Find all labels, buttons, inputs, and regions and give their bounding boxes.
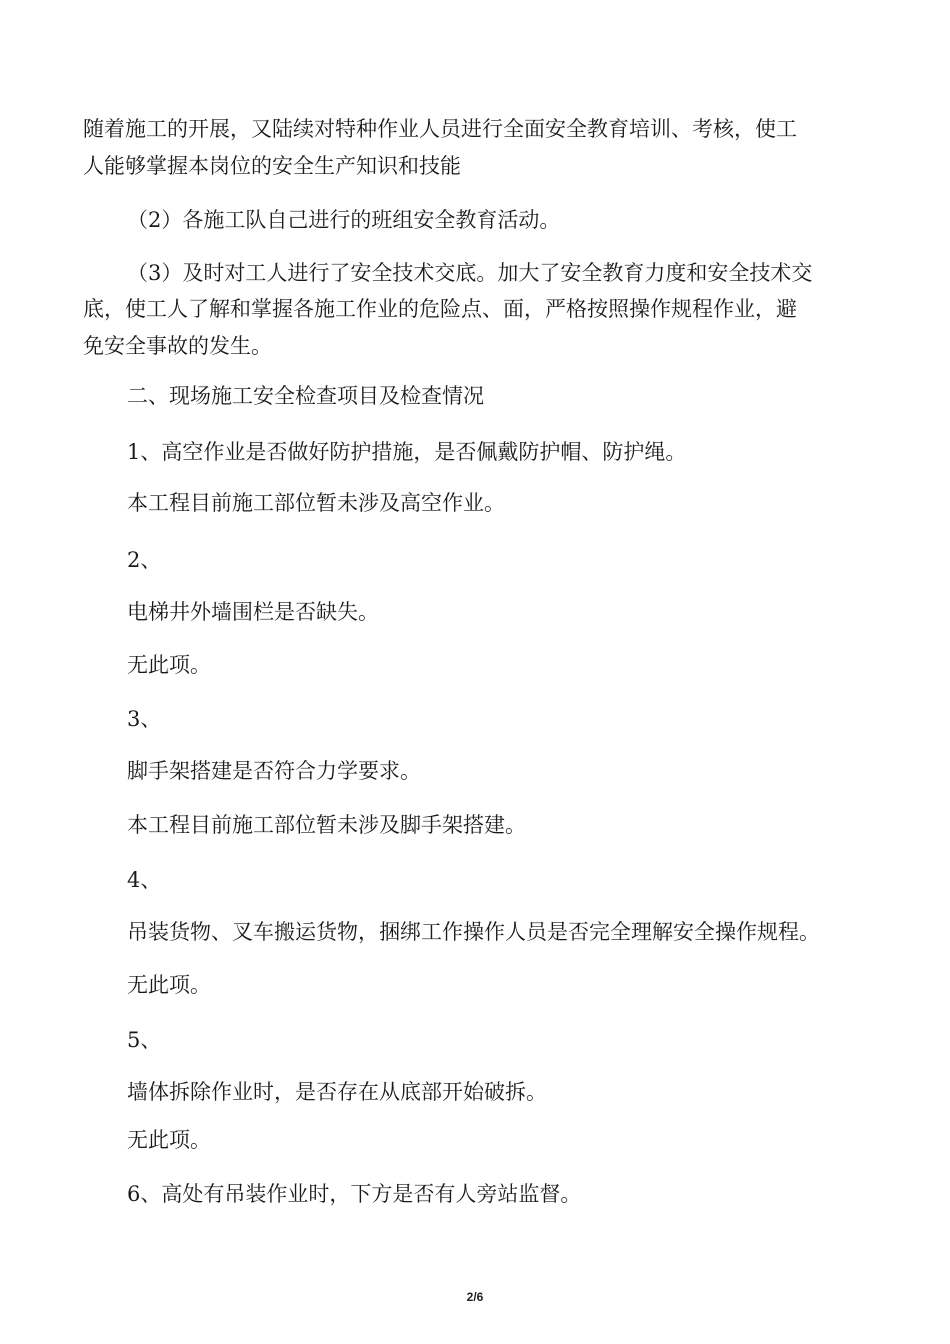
check-item-3: [127, 753, 421, 790]
text-line: 本工程目前施工部位暂未涉及脚手架搭建。: [127, 813, 526, 837]
check-item-2-number: [127, 542, 161, 579]
check-result-5: [127, 1122, 211, 1159]
page-number: 2/6: [466, 1290, 484, 1304]
text-line: （3）及时对工人进行了安全技术交底。加大了安全教育力度和安全技术交: [127, 261, 813, 285]
paragraph-item-2: [127, 202, 560, 239]
check-item-4-number: [127, 862, 161, 899]
check-result-2: [127, 647, 211, 684]
text-line: 5、: [127, 1028, 162, 1052]
text-line: 电梯井外墙围栏是否缺失。: [127, 600, 379, 624]
paragraph-item-3: [127, 255, 812, 292]
text-line: 无此项。: [127, 973, 211, 997]
text-line: 脚手架搭建是否符合力学要求。: [127, 759, 421, 783]
check-result-3: [127, 807, 526, 844]
text-line: 无此项。: [127, 653, 211, 677]
text-line: 底，使工人了解和掌握各施工作业的危险点、面，严格按照操作规程作业，避: [83, 297, 797, 321]
check-item-5-number: [127, 1022, 161, 1059]
text-line: 6、高处有吊装作业时，下方是否有人旁站监督。: [127, 1182, 582, 1206]
text-line: 吊装货物、叉车搬运货物，捆绑工作操作人员是否完全理解安全操作规程。: [127, 920, 820, 944]
section-heading: [127, 378, 484, 415]
check-item-1: [127, 434, 686, 471]
text-line: 无此项。: [127, 1128, 211, 1152]
text-line: 1、高空作业是否做好防护措施，是否佩戴防护帽、防护绳。: [127, 440, 687, 464]
check-item-6: [127, 1176, 581, 1213]
check-result-4: [127, 967, 211, 1004]
check-item-4: [127, 914, 820, 951]
text-line: 2、: [127, 548, 162, 572]
text-line: 本工程目前施工部位暂未涉及高空作业。: [127, 491, 505, 515]
paragraph-intro: [83, 111, 797, 185]
check-item-3-number: [127, 701, 161, 738]
text-line: （2）各施工队自己进行的班组安全教育活动。: [127, 208, 561, 232]
text-line: 墙体拆除作业时，是否存在从底部开始破拆。: [127, 1080, 547, 1104]
text-line: 二、现场施工安全检查项目及检查情况: [127, 384, 484, 408]
text-line: 免安全事故的发生。: [83, 334, 272, 358]
check-item-2: [127, 594, 379, 631]
text-line: 4、: [127, 868, 162, 892]
text-line: 3、: [127, 707, 162, 731]
paragraph-item-3-cont: [83, 291, 797, 365]
check-result-1: [127, 485, 505, 522]
check-item-5: [127, 1074, 547, 1111]
text-line: 随着施工的开展，又陆续对特种作业人员进行全面安全教育培训、考核，使工: [83, 117, 797, 141]
text-line: 人能够掌握本岗位的安全生产知识和技能: [83, 154, 461, 178]
